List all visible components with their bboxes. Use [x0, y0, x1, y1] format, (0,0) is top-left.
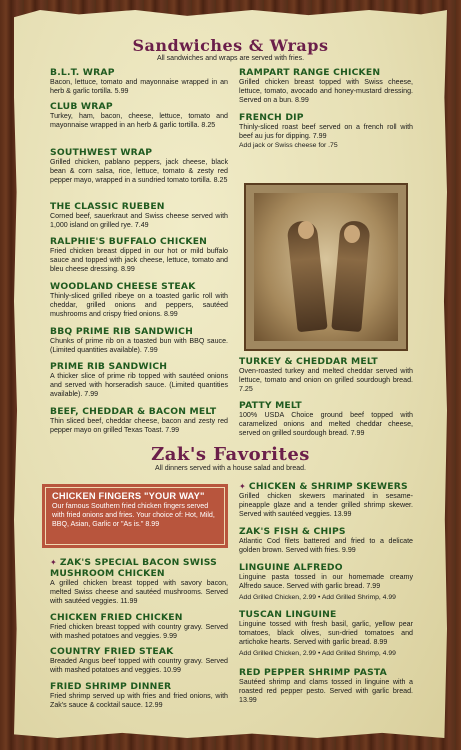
item-desc: Fried chicken breast dipped in our hot or mild buffalo sauce and topped with jack cheese, lettuce, tomato and bleu cheese dressing. 8.99	[50, 247, 228, 274]
item-name: SOUTHWEST WRAP	[50, 147, 153, 158]
item-name: ZAK'S FISH & CHIPS	[239, 526, 346, 537]
item-desc: Thin sliced beef, cheddar cheese, bacon and zesty red pepper mayo on grilled Texas Toast. 7.99	[50, 417, 228, 435]
item-name: CHICKEN FRIED CHICKEN	[50, 612, 183, 623]
star-bullet-icon: ✦	[50, 558, 57, 567]
sandwiches-title: Sandwiches & Wraps	[132, 36, 329, 55]
item-desc: Corned beef, sauerkraut and Swiss cheese served with 1,000 island on grilled rye. 7.49	[50, 212, 228, 230]
item-name: B.L.T. WRAP	[50, 67, 115, 78]
item-name: BBQ PRIME RIB SANDWICH	[50, 326, 193, 337]
item-extra: Add jack or Swiss cheese for .75	[239, 142, 338, 150]
item-name: COUNTRY FRIED STEAK	[50, 646, 174, 657]
menu-item	[50, 557, 228, 606]
item-name: FRIED SHRIMP DINNER	[50, 681, 172, 692]
item-desc: Breaded Angus beef topped with country gravy. Served with mashed potatoes and veggies. 10.99	[50, 657, 228, 675]
menu-item	[50, 67, 228, 96]
item-desc: Thinly-sliced grilled ribeye on a toasted garlic roll with cheddar, grilled onions and peppers, sautéed mushrooms and crispy fried onions. 8.99	[50, 292, 228, 319]
item-name: CHICKEN & SHRIMP SKEWERS	[248, 481, 408, 492]
item-desc: A grilled chicken breast topped with savory bacon, melted Swiss cheese and sautéed mushrooms. Served with sautéed veggies. 11.99	[50, 579, 228, 606]
menu-item	[50, 281, 228, 319]
favorites-subtitle: All dinners served with a house salad and bread.	[155, 465, 306, 472]
item-name: LINGUINE ALFREDO	[239, 562, 343, 573]
item-name: TUSCAN LINGUINE	[239, 609, 337, 620]
item-name: THE CLASSIC RUEBEN	[50, 201, 165, 212]
menu-item	[239, 400, 413, 438]
menu-item	[50, 147, 228, 185]
menu-item	[50, 201, 228, 230]
item-desc: Bacon, lettuce, tomato and mayonnaise wrapped in an herb & garlic tortilla. 5.99	[50, 78, 228, 96]
item-desc: Turkey, ham, bacon, cheese, lettuce, tomato and mayonnaise wrapped in an herb & garlic tortilla. 8.25	[50, 112, 228, 130]
item-desc: Chunks of prime rib on a toasted bun with BBQ sauce. (Limited quantities available). 7.99	[50, 337, 228, 355]
item-name: RAMPART RANGE CHICKEN	[239, 67, 381, 78]
item-desc: A thicker slice of prime rib topped with sautéed onions and served with horseradish sauce. (Limited quantities available). 7.99	[50, 372, 228, 399]
menu-item	[50, 326, 228, 355]
item-desc: Atlantic Cod filets battered and fried to a delicate golden brown. Served with fries. 9.99	[239, 537, 413, 555]
item-desc: 100% USDA Choice ground beef topped with caramelized onions and melted cheddar cheese, served on grilled sourdough bread. 7.99	[239, 411, 413, 438]
item-name: FRENCH DIP	[239, 112, 304, 123]
vintage-dancers-photo	[244, 183, 408, 351]
item-name: ZAK'S SPECIAL BACON SWISS	[59, 557, 217, 568]
menu-item	[50, 406, 228, 435]
item-desc: Fried shrimp served up with fries and fried onions, with Zak's sauce & cocktail sauce. 12.99	[50, 692, 228, 710]
menu-item	[239, 609, 413, 658]
item-desc: Fried chicken breast topped with country gravy. Served with mashed potatoes and veggies. 9.99	[50, 623, 228, 641]
item-name: RED PEPPER SHRIMP PASTA	[239, 667, 387, 678]
menu-item	[239, 526, 413, 555]
menu-item	[50, 236, 228, 274]
menu-item	[50, 101, 228, 130]
item-desc: Grilled chicken breast topped with Swiss cheese, lettuce, tomato, avocado and honey-mustard dressing. Served on a bun. 8.99	[239, 78, 413, 105]
item-desc: Grilled chicken skewers marinated in sesame-pineapple glaze and a tender grilled shrimp skewer. Served with sautéed veggies. 13.99	[239, 492, 413, 519]
item-name: BEEF, CHEDDAR & BACON MELT	[50, 406, 217, 417]
item-desc: Linguine tossed with fresh basil, garlic, yellow pear tomatoes, black olives, sun-dried tomatoes and artichoke hearts. Served with garlic bread. 8.99	[239, 620, 413, 647]
item-name: RALPHIE'S BUFFALO CHICKEN	[50, 236, 208, 247]
menu-item	[239, 667, 413, 705]
menu-item	[50, 361, 228, 399]
item-name-line2: MUSHROOM CHICKEN	[50, 568, 165, 579]
sandwiches-subtitle: All sandwiches and wraps are served with fries.	[156, 55, 305, 62]
item-desc: Oven-roasted turkey and melted cheddar served with lettuce, tomato and onion on grilled sourdough bread. 7.25	[239, 367, 413, 394]
menu-item	[50, 612, 228, 641]
menu-item	[239, 67, 413, 105]
item-name: CHICKEN FINGERS "YOUR WAY"	[52, 491, 205, 501]
item-name: WOODLAND CHEESE STEAK	[50, 281, 196, 292]
item-extra: Add Grilled Chicken, 2.99 • Add Grilled Shrimp, 4.99	[239, 650, 396, 658]
menu-item	[50, 646, 228, 675]
item-name: TURKEY & CHEDDAR MELT	[239, 356, 378, 367]
item-name: CLUB WRAP	[50, 101, 113, 112]
menu-item	[50, 681, 228, 710]
menu-item	[239, 562, 413, 602]
star-bullet-icon: ✦	[239, 482, 246, 491]
favorites-title: Zak's Favorites	[151, 444, 310, 465]
item-desc: Linguine pasta tossed in our homemade creamy Alfredo sauce. Served with garlic bread. 7.99	[239, 573, 413, 591]
item-name: PATTY MELT	[239, 400, 302, 411]
featured-item-box	[42, 484, 228, 548]
item-desc: Our famous Southern fried chicken fingers served with fried onions and fries. Your choice of: Hot, Mild, BBQ, Asian, Garlic or "As is." 8.99	[52, 502, 215, 529]
item-desc: Thinly-sliced roast beef served on a french roll with beef au jus for dipping. 7.99	[239, 123, 413, 141]
item-name: PRIME RIB SANDWICH	[50, 361, 168, 372]
item-extra: Add Grilled Chicken, 2.99 • Add Grilled Shrimp, 4.99	[239, 594, 396, 602]
menu-item	[239, 112, 413, 150]
menu-item	[239, 481, 413, 519]
item-desc: Grilled chicken, pablano peppers, jack cheese, black bean & corn salsa, rice, lettuce, tomato & zesty red pepper mayo, wrapped in a sundried tomato tortilla. 8.25	[50, 158, 228, 185]
menu-item	[239, 356, 413, 394]
item-desc: Sautéed shrimp and clams tossed in linguine with a roasted red pepper pesto. Served with garlic bread. 13.99	[239, 678, 413, 705]
